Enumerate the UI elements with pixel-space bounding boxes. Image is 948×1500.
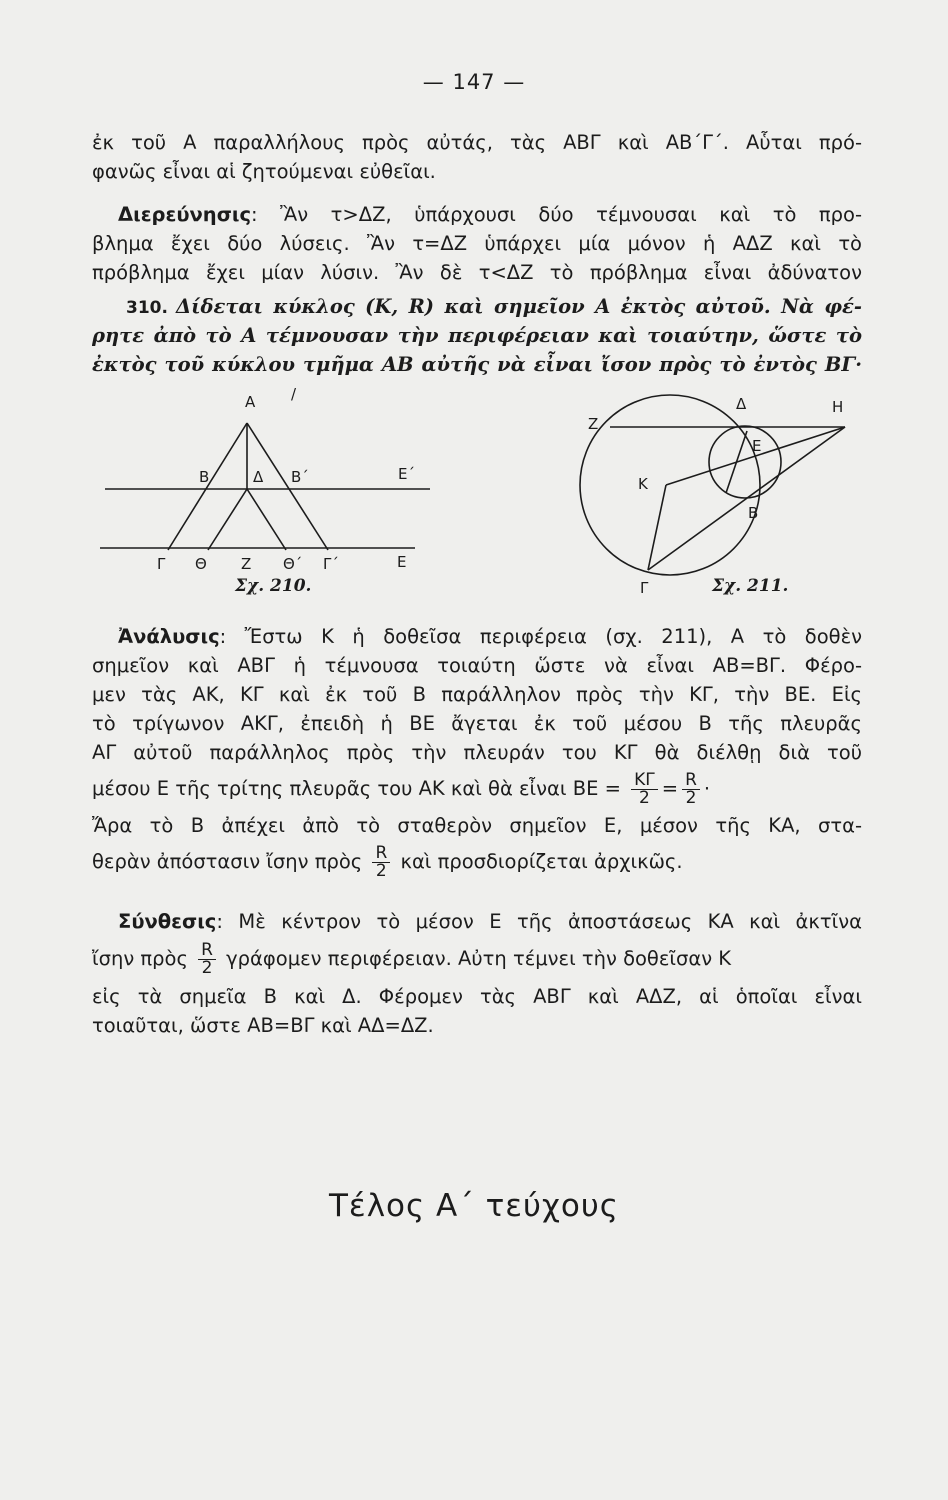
synthesis-line-3: εἰς τὰ σημεῖα Β καὶ Δ. Φέρομεν τὰς ΑΒΓ καὶ ΑΔΖ, αἱ ὁποῖαι εἶναι	[92, 985, 862, 1008]
fig210-label-Th: Θ	[195, 555, 207, 573]
fig211-label-B: Β	[748, 504, 759, 522]
fraction-r-over-2-c	[198, 942, 216, 977]
fraction-kg-over-2	[631, 772, 658, 807]
synthesis-line-1-text: : Μὲ κέντρον τὸ μέσον Ε τῆς ἀποστάσεως ΚΑ καὶ ἀκτῖνα	[216, 910, 862, 933]
fig210-label-E: Ε	[397, 553, 407, 571]
analysis-line-3: μεν τὰς ΑΚ, ΚΓ καὶ ἐκ τοῦ Β παράλληλον πρὸς τὴν ΚΓ, τὴν ΒΕ. Εἰς	[92, 683, 862, 706]
problem-number: 310.	[126, 298, 168, 318]
fig211-label-H: Η	[832, 398, 844, 416]
discussion-line-3: πρόβλημα ἔχει μίαν λύσιν. Ἂν δὲ τ<ΔΖ τὸ πρόβλημα εἶναι ἀδύνατον	[92, 261, 862, 284]
intro-line-1: ἐκ τοῦ Α παραλλήλους πρὸς αὐτάς, τὰς ΑΒΓ καὶ ΑΒ΄Γ΄. Αὗται πρό-	[92, 131, 862, 154]
fig210-label-B: Β	[199, 468, 210, 486]
analysis-line-2: σημεῖον καὶ ΑΒΓ ἡ τέμνουσα τοιαύτη ὥστε νὰ εἶναι ΑΒ=ΒΓ. Φέρο-	[92, 654, 862, 677]
figure-211-drawing	[560, 385, 860, 615]
fig211-label-E: Ε	[752, 437, 762, 455]
fig211-label-Z: Ζ	[588, 415, 599, 433]
fig211-label-G: Γ	[640, 579, 649, 597]
synthesis-paragraph	[92, 907, 862, 1040]
problem-310	[92, 292, 862, 379]
intro-paragraph	[92, 128, 862, 186]
fig210-label-D: Δ	[253, 468, 264, 486]
discussion-line-1-text: : Ἂν τ>ΔΖ, ὑπάρχουσι δύο τέμνουσαι καὶ τὸ προ-	[251, 203, 862, 226]
fraction-r-den: 2	[685, 788, 697, 808]
discussion-line-1	[92, 200, 862, 229]
figure-211	[560, 385, 860, 615]
problem-line-2: ρητε ἀπὸ τὸ Α τέμνουσαν τὴν περιφέρειαν καὶ τοιαύτην, ὥστε τὸ	[92, 324, 862, 347]
fig210-caption: Σχ. 210.	[235, 576, 312, 596]
fig210-line-AGp	[247, 423, 328, 550]
analysis-line-8-text-b: καὶ προσδιορίζεται ἀρχικῶς.	[400, 850, 683, 873]
fig210-line-AG	[168, 423, 247, 550]
problem-line-1-text: Δίδεται κύκλος (Κ, R) καὶ σημεῖον Α ἐκτὸς αὐτοῦ. Νὰ φέ-	[175, 295, 862, 318]
discussion-paragraph	[92, 200, 862, 287]
fraction-r-num-b: R	[372, 845, 390, 863]
fig210-label-G: Γ	[157, 555, 166, 573]
fraction-kg-num: ΚΓ	[631, 772, 658, 790]
synthesis-heading: Σύνθεσις	[118, 910, 217, 933]
fig211-line-B-E	[726, 431, 747, 493]
fig211-line-K-G	[648, 485, 666, 570]
analysis-line-1-text: : Ἔστω Κ ἡ δοθεῖσα περιφέρεια (σχ. 211), Α τὸ δοθὲν	[219, 625, 862, 648]
figure-210-drawing	[95, 385, 445, 615]
analysis-line-8-text-a: θερὰν ἀπόστασιν ἴσην πρὸς	[92, 850, 363, 873]
fig210-label-Thp: Θ΄	[283, 555, 303, 573]
synthesis-line-2-text-a: ἴσην πρὸς	[92, 947, 188, 970]
fraction-r-den-c: 2	[201, 958, 213, 978]
analysis-line-4: τὸ τρίγωνον ΑΚΓ, ἐπειδὴ ἡ ΒΕ ἄγεται ἐκ τοῦ μέσου Β τῆς πλευρᾶς	[92, 712, 862, 735]
fraction-r-num-c: R	[198, 942, 216, 960]
problem-line-3: ἐκτὸς τοῦ κύκλου τμῆμα ΑΒ αὐτῆς νὰ εἶναι ἴσον πρὸς τὸ ἐντὸς ΒΓ·	[92, 353, 862, 376]
analysis-line-1	[92, 622, 862, 651]
synthesis-line-2-text-b: γράφομεν περιφέρειαν. Αὐτη τέμνει τὴν δοθεῖσαν Κ	[226, 947, 732, 970]
synthesis-line-2	[92, 936, 862, 982]
fig211-label-D: Δ	[736, 395, 747, 413]
synthesis-line-4: τοιαῦται, ὥστε ΑΒ=ΒΓ καὶ ΑΔ=ΔΖ.	[92, 1014, 434, 1037]
fig210-label-A: Α	[245, 393, 256, 411]
figure-210	[95, 385, 445, 615]
page-number: — 147 —	[422, 70, 526, 94]
fig210-label-Bp: Β΄	[291, 468, 309, 486]
analysis-line-5: ΑΓ αὐτοῦ παράλληλος πρὸς τὴν πλευράν του ΚΓ θὰ διέλθῃ διὰ τοῦ	[92, 741, 862, 764]
intro-line-2: φανῶς εἶναι αἱ ζητούμεναι εὐθεῖαι.	[92, 160, 436, 183]
discussion-heading: Διερεύνησις	[118, 203, 252, 226]
fig210-accent-mark: /	[291, 385, 297, 403]
discussion-line-2: βλημα ἔχει δύο λύσεις. Ἂν τ=ΔΖ ὑπάρχει μία μόνον ἡ ΑΔΖ καὶ τὸ	[92, 232, 862, 255]
fig211-line-A-G	[648, 427, 845, 570]
fig210-line-D-Thp	[247, 489, 286, 550]
analysis-heading: Ἀνάλυσις	[118, 625, 220, 648]
fig211-line-A-K	[666, 427, 845, 485]
fraction-r-num: R	[682, 772, 700, 790]
fig210-line-D-Th	[208, 489, 247, 550]
fig211-label-K: Κ	[638, 475, 648, 493]
fraction-kg-den: 2	[639, 788, 650, 808]
fraction-r-over-2-b	[372, 845, 390, 880]
synthesis-line-1	[92, 907, 862, 936]
analysis-line-8	[92, 840, 862, 884]
analysis-line-6-text: μέσου Ε τῆς τρίτης πλευρᾶς του ΑΚ καὶ θὰ εἶναι ΒΕ =	[92, 777, 621, 800]
equals-sign: =	[661, 777, 679, 800]
problem-line-1	[92, 292, 862, 321]
analysis-line-6	[92, 767, 862, 811]
fig210-label-Gp: Γ΄	[323, 555, 339, 573]
fig210-label-Z: Ζ	[241, 555, 252, 573]
fig211-caption: Σχ. 211.	[712, 576, 789, 596]
fraction-r-over-2	[682, 772, 700, 807]
end-of-volume-title: Τέλος Α΄ τεύχους	[329, 1188, 619, 1224]
analysis-paragraph	[92, 622, 862, 884]
fig211-circle-K	[580, 395, 760, 575]
end-dot: ·	[703, 777, 711, 800]
fig210-label-Ep: Ε΄	[398, 465, 415, 483]
analysis-line-7: Ἄρα τὸ Β ἀπέχει ἀπὸ τὸ σταθερὸν σημεῖον Ε, μέσον τῆς ΚΑ, στα-	[92, 814, 862, 837]
fraction-r-den-b: 2	[375, 861, 387, 881]
